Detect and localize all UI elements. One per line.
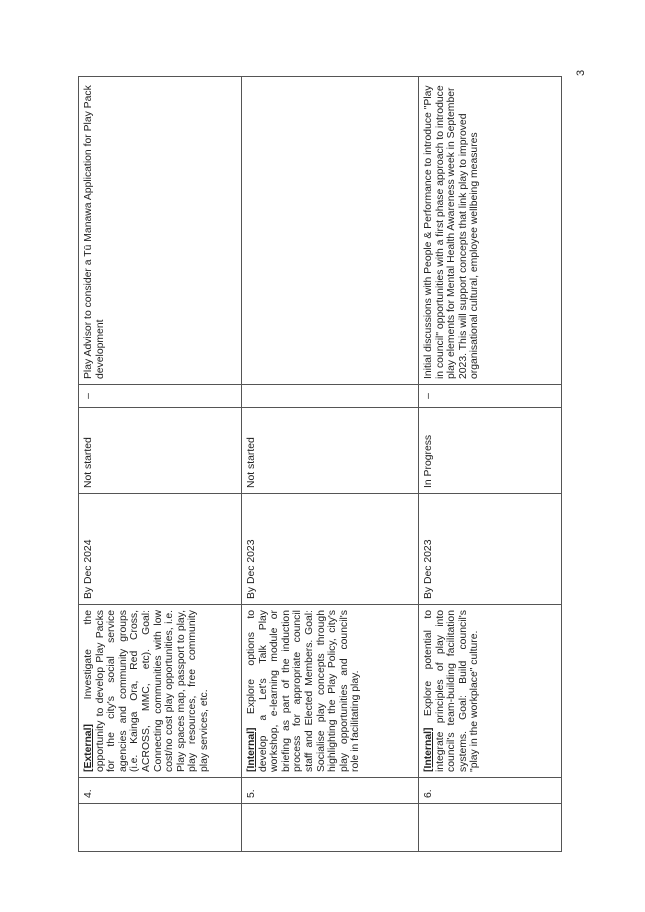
timeframe: By Dec 2023: [419, 494, 562, 605]
action-text: Explore options to develop a Let's Talk Play workshop, e-learning module or briefing as part of the induction process for appropriate council staff and Elected Members. Goal: Socialise play concepts through highlighting the Play Policy, city's play opportunities and council's role in facilitating play.: [246, 610, 362, 772]
table-row: [242, 77, 419, 852]
bullet-dash: –: [79, 385, 242, 408]
timeframe: By Dec 2023: [242, 494, 419, 605]
action-description: [242, 605, 419, 778]
table-row: [419, 77, 562, 852]
action-text: Investigate the opportunity to develop Play Packs for the city's social service agencies and community groups (i.e. Kainga Ora, Red Cross, ACROSS, MMC, etc). Goal: Connecting communities with low cost/no cost play opportunities, i.e. Play spaces map, passport to play, play resources, free community play services, etc.: [83, 610, 210, 772]
action-text: Explore potential to integrate principles of play into council's team-building facilitation systems. Goal: Build council's "play in the workplace" culture.: [423, 610, 481, 772]
bullet-dash: –: [419, 385, 562, 408]
action-description: [419, 605, 562, 778]
row-number: 5.: [242, 778, 419, 804]
progress-update: Play Advisor to consider a Tū Manawa Application for Play Pack development: [79, 77, 242, 385]
status: Not started: [242, 408, 419, 494]
bullet-dash: [242, 385, 419, 408]
empty-cell: [419, 804, 562, 852]
action-plan-table: [78, 76, 562, 852]
status: Not started: [79, 408, 242, 494]
action-tag: [Internal]: [246, 727, 257, 772]
rotated-page-content: [78, 76, 561, 852]
table-row: [79, 77, 242, 852]
row-number: 6.: [419, 778, 562, 804]
progress-update: [242, 77, 419, 385]
action-tag: [Internal]: [423, 727, 434, 772]
progress-update: Initial discussions with People & Performance to introduce "Play in council" opportunities with a first phase approach to introduce play elements for Mental Health Awareness week in September 2023. This will support concepts that link play to improved organisational cultural, employee wellbeing measures: [419, 77, 562, 385]
status: In Progress: [419, 408, 562, 494]
action-description: [79, 605, 242, 778]
timeframe: By Dec 2024: [79, 494, 242, 605]
action-tag: [External]: [83, 724, 94, 772]
row-number: 4.: [79, 778, 242, 804]
empty-cell: [242, 804, 419, 852]
page-number: 3: [575, 69, 587, 76]
empty-cell: [79, 804, 242, 852]
